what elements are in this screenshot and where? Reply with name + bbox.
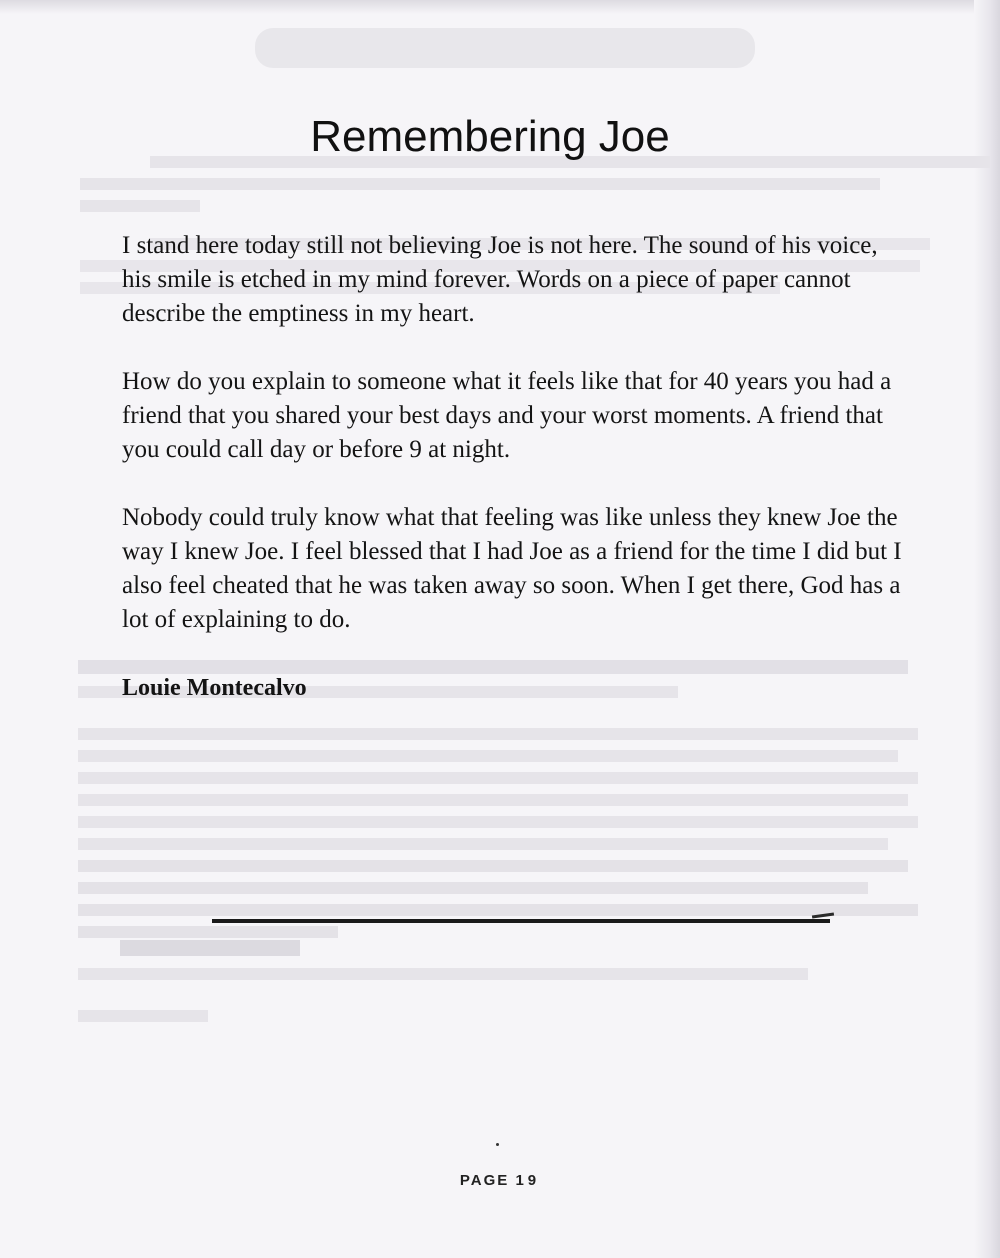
tribute-body <box>122 229 912 705</box>
page-top-shadow <box>0 0 1000 14</box>
show-through-lines-bottom <box>78 660 918 1032</box>
paragraph-2: How do you explain to someone what it feels like that for 40 years you had a friend that you shared your best days and your worst moments. A friend that you could call day or before 9 at night. <box>122 368 892 463</box>
paragraph-3: Nobody could truly know what that feeling was like unless they knew Joe the way I knew Joe. I feel blessed that I had Joe as a friend for the time I did but I also feel cheated that he was taken away so soon. When I get there, God has a lot of explaining to do. <box>122 504 902 633</box>
divider-rule <box>212 919 830 923</box>
page-footer <box>0 1172 1000 1189</box>
speck <box>496 1143 499 1146</box>
page-number: 19 <box>515 1172 541 1189</box>
show-through-lines-mirror <box>120 940 300 956</box>
page-label: PAGE <box>459 1172 510 1189</box>
signature: Louie Montecalvo <box>122 675 307 701</box>
show-through-texture <box>255 28 755 68</box>
paragraph-1: I stand here today still not believing Joe is not here. The sound of his voice, his smile is etched in my mind forever. Words on a piece of paper cannot describe the emptiness in my heart. <box>122 232 878 327</box>
page-title: Remembering Joe <box>310 112 670 161</box>
